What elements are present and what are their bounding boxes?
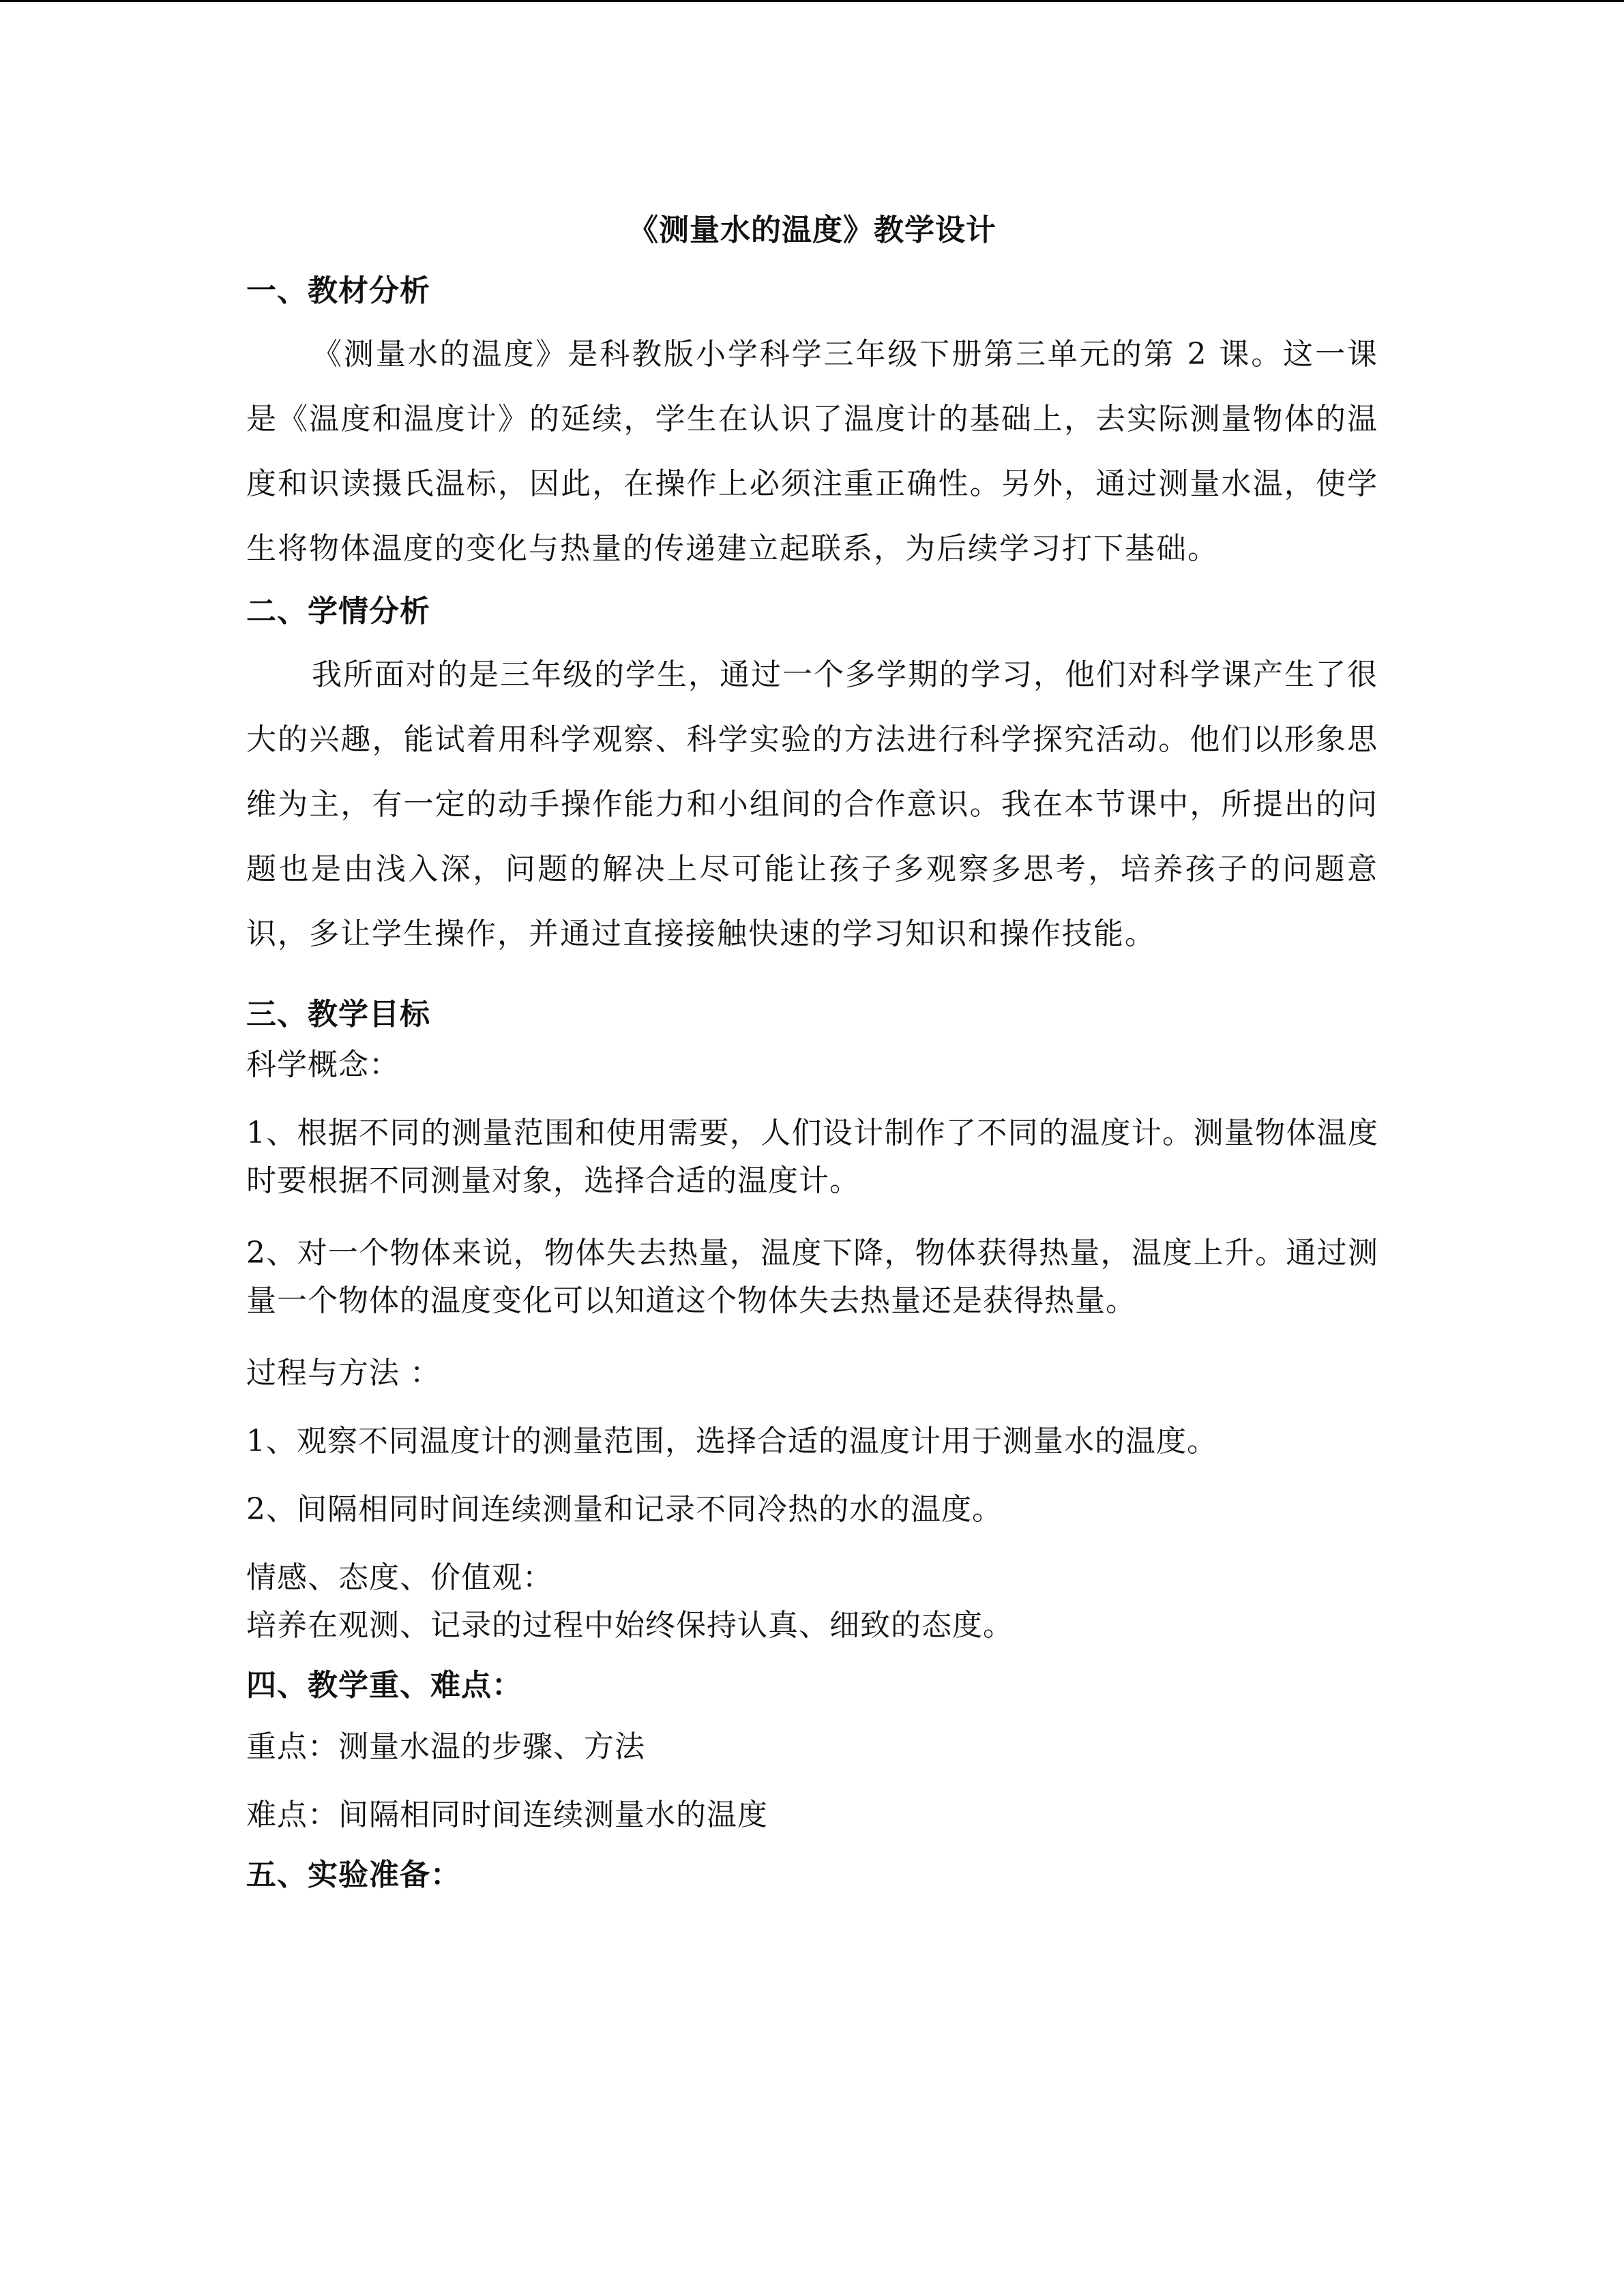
- section-heading-student-analysis: 二、学情分析: [246, 594, 430, 629]
- section-heading-teaching-goals: 三、教学目标: [246, 997, 430, 1032]
- attitude-values-text: 培养在观测、记录的过程中始终保持认真、细致的态度。: [246, 1608, 1014, 1643]
- document-page: [246, 205, 1378, 1899]
- difficult-point-text: 难点：间隔相同时间连续测量水的温度: [246, 1798, 768, 1832]
- document-title: 《测量水的温度》教学设计: [628, 213, 996, 248]
- concept-item-2: 2、对一个物体来说，物体失去热量，温度下降，物体获得热量，温度上升。通过测量一个物体的温度变化可以知道这个物体失去热量还是获得热量。: [246, 1236, 1378, 1318]
- textbook-analysis-paragraph: 《测量水的温度》是科教版小学科学三年级下册第三单元的第 2 课。这一课是《温度和温度计》的延续，学生在认识了温度计的基础上，去实际测量物体的温度和识读摄氏温标，因此，在操作上必须注重正确性。另外，通过测量水温，使学生将物体温度的变化与热量的传递建立起联系，为后续学习打下基础。: [246, 337, 1378, 566]
- concept-item-1: 1、根据不同的测量范围和使用需要，人们设计制作了不同的温度计。测量物体温度时要根据不同测量对象，选择合适的温度计。: [246, 1116, 1378, 1198]
- science-concept-label: 科学概念：: [246, 1047, 400, 1082]
- section-heading-textbook-analysis: 一、教材分析: [246, 273, 430, 308]
- attitude-values-label: 情感、态度、价值观：: [246, 1560, 553, 1595]
- process-item-2: 2、间隔相同时间连续测量和记录不同冷热的水的温度。: [246, 1492, 1003, 1527]
- key-point-text: 重点：测量水温的步骤、方法: [246, 1729, 645, 1764]
- process-item-1: 1、观察不同温度计的测量范围，选择合适的温度计用于测量水的温度。: [246, 1424, 1217, 1459]
- section-heading-experiment-preparation: 五、实验准备：: [246, 1858, 461, 1892]
- page-top-border: [0, 0, 1624, 2]
- student-analysis-paragraph: 我所面对的是三年级的学生，通过一个多学期的学习，他们对科学课产生了很大的兴趣，能试着用科学观察、科学实验的方法进行科学探究活动。他们以形象思维为主，有一定的动手操作能力和小组间的合作意识。我在本节课中，所提出的问题也是由浅入深，问题的解决上尽可能让孩子多观察多思考，培养孩子的问题意识，多让学生操作，并通过直接接触快速的学习知识和操作技能。: [246, 657, 1378, 951]
- process-method-label: 过程与方法 ：: [246, 1356, 441, 1390]
- section-heading-key-difficult-points: 四、教学重、难点：: [246, 1668, 522, 1703]
